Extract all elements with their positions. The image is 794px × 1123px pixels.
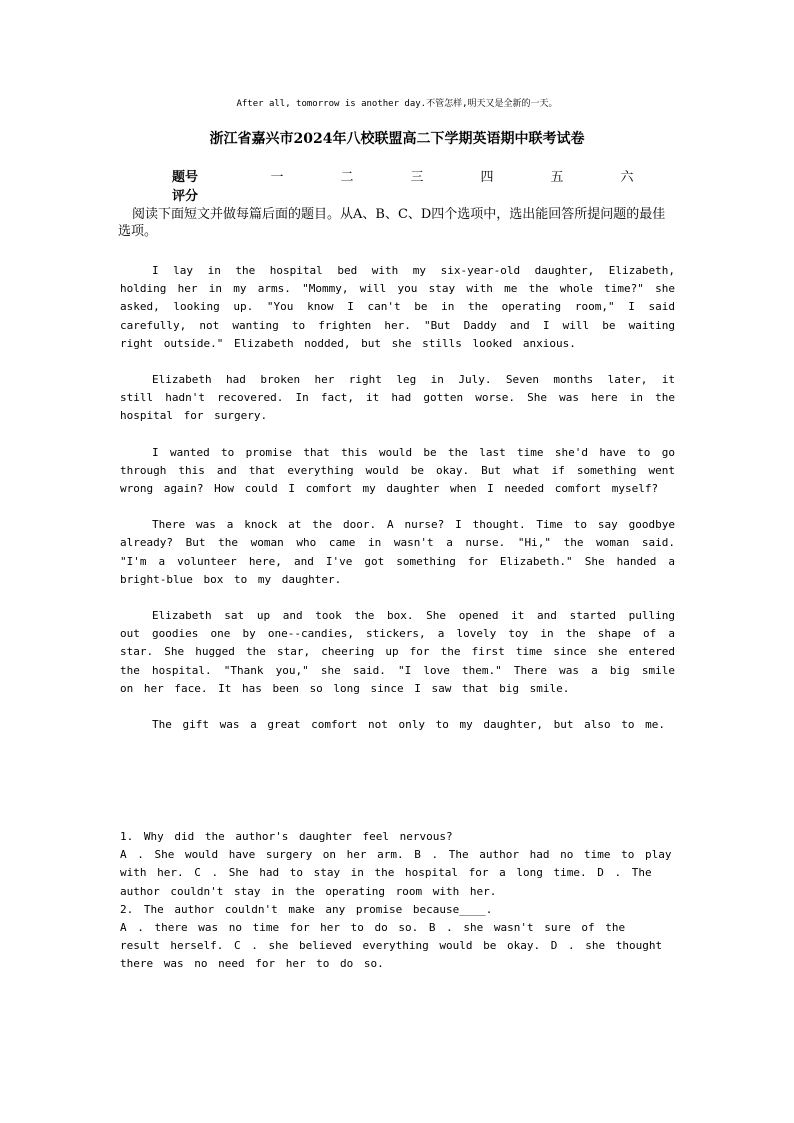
option-d: D . she thought there was no need for her to do so. bbox=[120, 939, 663, 971]
option-b: B . The author had no time to play with her. bbox=[120, 848, 672, 880]
question-stem: 1. Why did the author's daughter feel nervous? bbox=[120, 830, 453, 843]
passage-paragraph: The gift was a great comfort not only to my daughter, but also to me. bbox=[152, 718, 665, 732]
option-d: D . The author couldn't stay in the operating room with her. bbox=[120, 866, 652, 898]
section-instructions: 阅读下面短文并做每篇后面的题目。从A、B、C、D四个选项中，选出能回答所提问题的最佳选项。 bbox=[118, 207, 666, 239]
question-stem: 2. The author couldn't make any promise because____. bbox=[120, 902, 493, 916]
page-motto: After all, tomorrow is another day.不管怎样,明天又是全新的一天。 bbox=[236, 99, 558, 109]
column-label: 四 bbox=[480, 170, 494, 185]
option-a: A . there was no time for her to do so. bbox=[120, 921, 419, 935]
column-label: 六 bbox=[620, 170, 634, 185]
score-label: 评分 bbox=[172, 189, 199, 204]
passage-paragraph: Elizabeth had broken her right leg in July. Seven months later, it still hadn't recovered. In fact, it had gotten worse. She was here in the hospital for surgery. bbox=[120, 373, 675, 423]
question-2 bbox=[120, 901, 675, 974]
option-b: B . she wasn't sure of the result herself. bbox=[120, 921, 626, 953]
question-list bbox=[120, 828, 675, 974]
passage-paragraph: I wanted to promise that this would be the last time she'd have to go through this and that everything would be okay. But what if something went wrong again? How could I comfort my daughter when I needed comfort myself? bbox=[120, 445, 675, 496]
option-a: A . She would have surgery on her arm. bbox=[120, 848, 404, 862]
score-row bbox=[172, 185, 662, 204]
score-table bbox=[172, 166, 662, 204]
question-1 bbox=[120, 828, 675, 901]
column-label: 三 bbox=[410, 170, 424, 185]
option-c: C . She had to stay in the hospital for a long time. bbox=[194, 866, 587, 880]
column-label: 二 bbox=[340, 170, 354, 185]
passage-paragraph: There was a knock at the door. A nurse? I thought. Time to say goodbye already? But the woman who came in wasn't a nurse. "Hi," the woman said. "I'm a volunteer here, and I've got something for Elizabeth." She handed a bright-blue box to my daughter. bbox=[120, 518, 675, 586]
exam-title: 浙江省嘉兴市2024年八校联盟高二下学期英语期中联考试卷 bbox=[209, 131, 585, 147]
passage-paragraph: I lay in the hospital bed with my six-year-old daughter, Elizabeth, holding her in my arms. "Mommy, will you stay with me the whole time?" she asked, looking up. "You know I can't be in the operating room," I said carefully, not wanting to frighten her. "But Daddy and I will be waiting right outside." Elizabeth nodded, but she stills looked anxious. bbox=[120, 264, 675, 350]
option-c: C . she believed everything would be okay. bbox=[233, 939, 541, 953]
question-number-row bbox=[172, 166, 662, 185]
column-label: 一 bbox=[270, 170, 284, 185]
column-label: 五 bbox=[550, 170, 564, 185]
passage-paragraph: Elizabeth sat up and took the box. She opened it and started pulling out goodies one by one--candies, stickers, a lovely toy in the shape of a star. She hugged the star, cheering up for the first time since she entered the hospital. "Thank you," she said. "I love them." There was a big smile on her face. It has been so long since I saw that big smile. bbox=[120, 609, 675, 695]
reading-passage bbox=[120, 262, 675, 752]
question-number-label: 题号 bbox=[172, 170, 199, 185]
